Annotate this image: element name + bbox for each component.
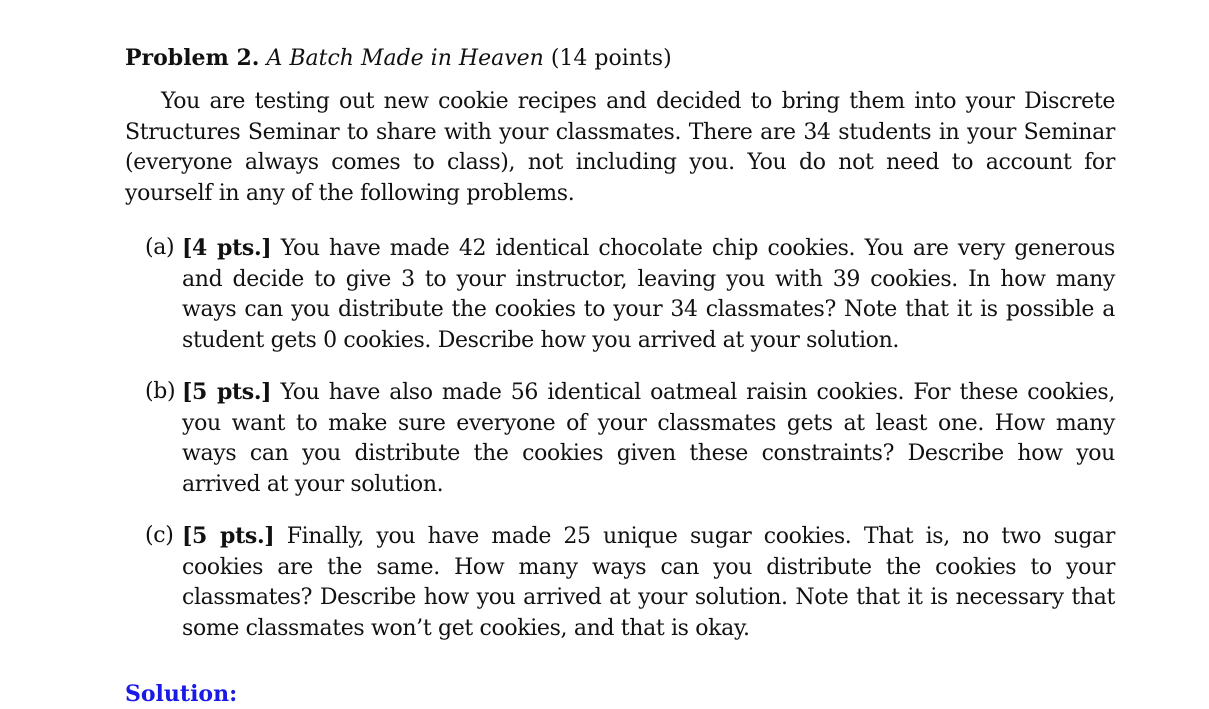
problem-part-a <box>125 233 1115 356</box>
problem-parts-list <box>125 233 1115 644</box>
problem-part-b <box>125 377 1115 500</box>
part-points: [5 pts.] <box>182 379 272 405</box>
part-points: [4 pts.] <box>182 235 272 261</box>
part-text: You have also made 56 identical oatmeal raisin cookies. For these cookies, you want to make sure everyone of your classmates gets at least one. How many ways can you distribute the cookies given these constraints? Describe how you arrived at your solution. <box>182 380 1115 497</box>
part-text: You have made 42 identical chocolate chip cookies. You are very generous and decide to give 3 to your instructor, leaving you with 39 cookies. In how many ways can you distribute the cookies to your 34 classmates? Note that it is possible a student gets 0 cookies. Describe how you arrived at your solution. <box>182 236 1115 353</box>
problem-number: Problem 2. <box>125 45 260 71</box>
solution-label: Solution: <box>125 681 238 707</box>
part-label: (b) <box>145 379 176 404</box>
part-label: (c) <box>145 523 174 548</box>
part-text: Finally, you have made 25 unique sugar cookies. That is, no two sugar cookies are the same. How many ways can you distribute the cookies to your classmates? Describe how you arrived at your solution. Note that it is necessary that some classmates won’t get cookies, and that is okay. <box>182 524 1115 641</box>
part-label: (a) <box>145 235 175 260</box>
problem-intro: You are testing out new cookie recipes and decided to bring them into your Discrete Structures Seminar to share with your classmates. There are 34 students in your Seminar (everyone always comes to class), not including you. You do not need to account for yourself in any of the following problems. <box>125 89 1115 206</box>
problem-points: (14 points) <box>550 46 672 71</box>
problem-heading <box>125 40 1115 77</box>
part-points: [5 pts.] <box>182 523 275 549</box>
problem-page <box>125 40 1115 709</box>
problem-title: A Batch Made in Heaven <box>266 46 544 71</box>
problem-part-c <box>125 521 1115 644</box>
